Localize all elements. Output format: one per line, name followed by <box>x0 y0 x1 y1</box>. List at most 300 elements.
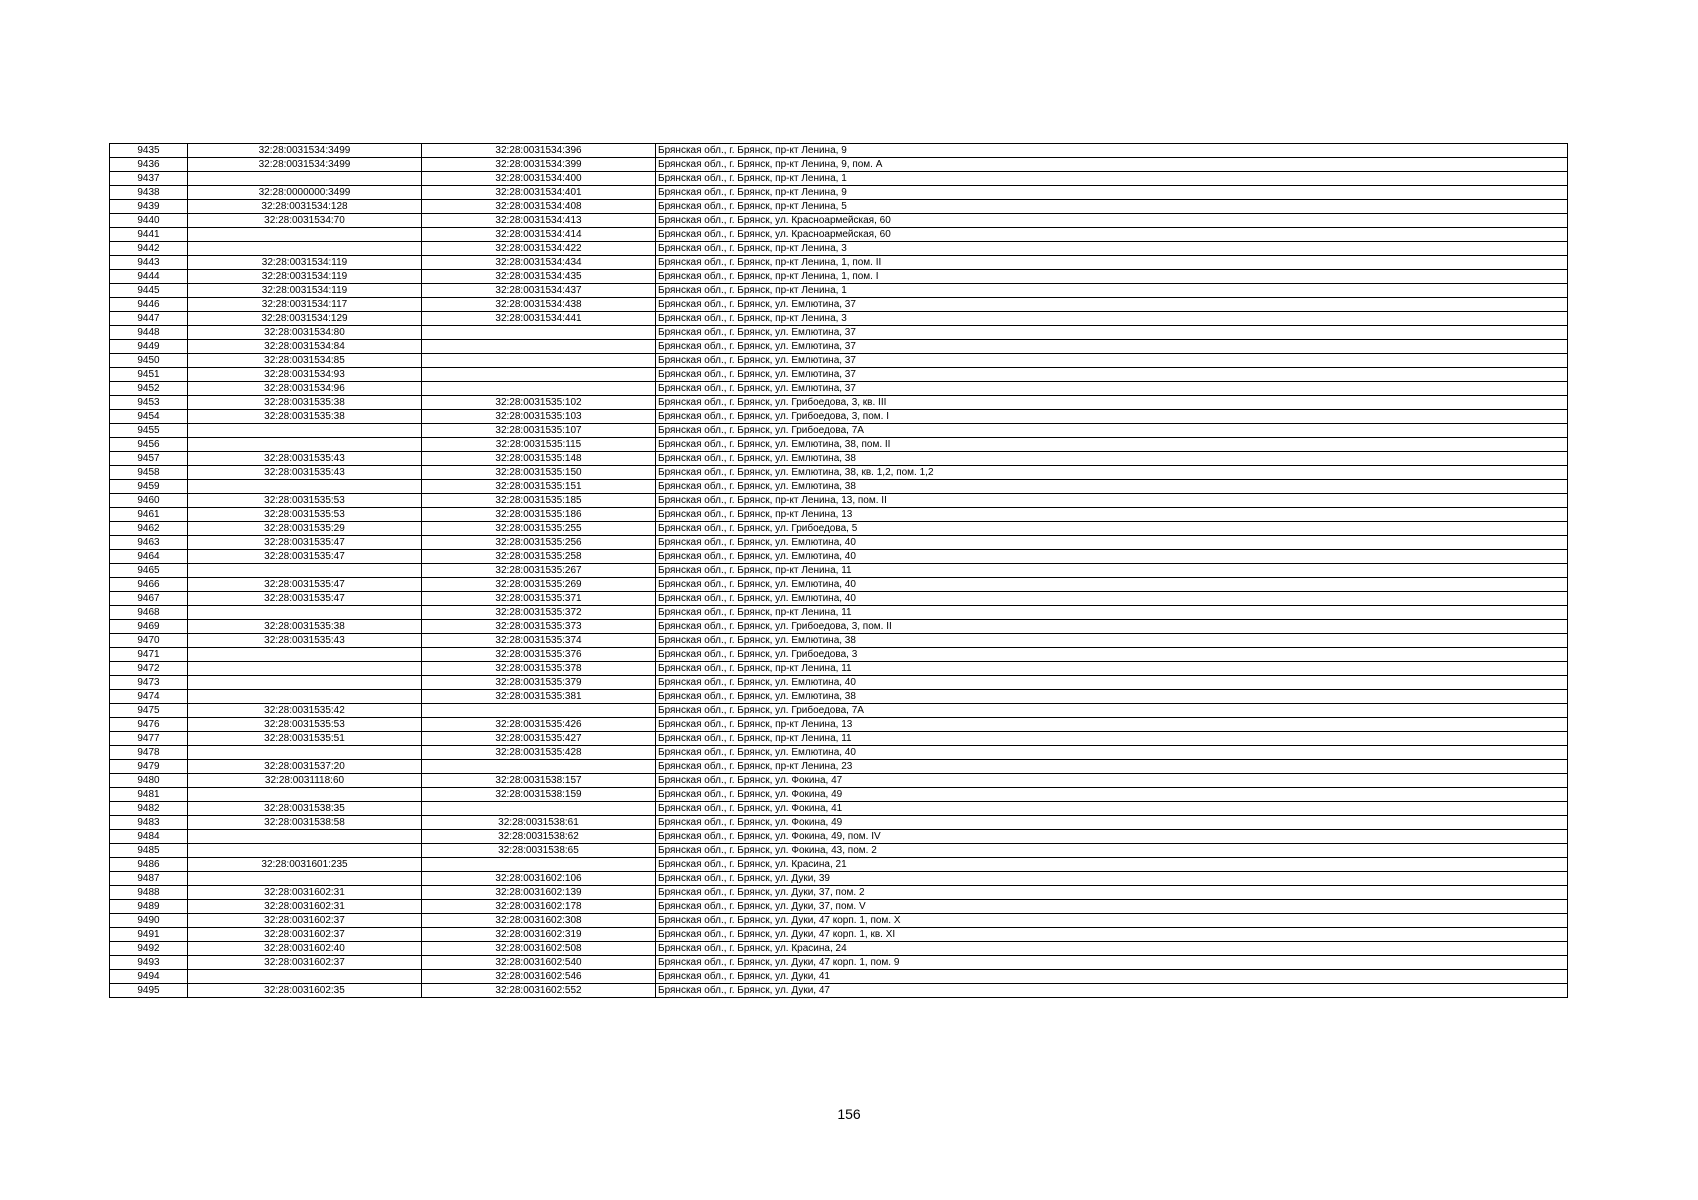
address-cell: Брянская обл., г. Брянск, пр-кт Ленина, 13, пом. II <box>656 494 1568 508</box>
table-row <box>110 298 1568 312</box>
cadastral-number-cell: 32:28:0031538:159 <box>422 788 656 802</box>
parent-cadastral-number-cell: 32:28:0031602:37 <box>188 956 422 970</box>
row-number-cell: 9443 <box>110 256 188 270</box>
table-row <box>110 424 1568 438</box>
table-row <box>110 494 1568 508</box>
parent-cadastral-number-cell: 32:28:0031535:43 <box>188 466 422 480</box>
address-cell: Брянская обл., г. Брянск, пр-кт Ленина, 9 <box>656 144 1568 158</box>
address-cell: Брянская обл., г. Брянск, пр-кт Ленина, 3 <box>656 312 1568 326</box>
cadastral-number-cell: 32:28:0031535:381 <box>422 690 656 704</box>
parent-cadastral-number-cell: 32:28:0031535:51 <box>188 732 422 746</box>
page-number: 156 <box>837 1106 861 1122</box>
address-cell: Брянская обл., г. Брянск, ул. Емлютина, 37 <box>656 298 1568 312</box>
parent-cadastral-number-cell <box>188 480 422 494</box>
address-cell: Брянская обл., г. Брянск, ул. Емлютина, 38, кв. 1,2, пом. 1,2 <box>656 466 1568 480</box>
address-cell: Брянская обл., г. Брянск, ул. Емлютина, 40 <box>656 592 1568 606</box>
row-number-cell: 9481 <box>110 788 188 802</box>
cadastral-number-cell <box>422 760 656 774</box>
table-row <box>110 158 1568 172</box>
address-cell: Брянская обл., г. Брянск, ул. Емлютина, 37 <box>656 368 1568 382</box>
cadastral-number-cell: 32:28:0031602:139 <box>422 886 656 900</box>
cadastral-number-cell: 32:28:0031535:373 <box>422 620 656 634</box>
row-number-cell: 9467 <box>110 592 188 606</box>
cadastral-number-cell: 32:28:0031535:102 <box>422 396 656 410</box>
address-cell: Брянская обл., г. Брянск, ул. Дуки, 37, пом. V <box>656 900 1568 914</box>
table-row <box>110 802 1568 816</box>
table-row <box>110 774 1568 788</box>
row-number-cell: 9462 <box>110 522 188 536</box>
parent-cadastral-number-cell: 32:28:0031535:43 <box>188 634 422 648</box>
cadastral-number-cell: 32:28:0031538:157 <box>422 774 656 788</box>
parent-cadastral-number-cell <box>188 676 422 690</box>
row-number-cell: 9469 <box>110 620 188 634</box>
table-row <box>110 228 1568 242</box>
row-number-cell: 9471 <box>110 648 188 662</box>
table-row <box>110 914 1568 928</box>
address-cell: Брянская обл., г. Брянск, ул. Дуки, 39 <box>656 872 1568 886</box>
registry-table-body <box>110 144 1568 998</box>
address-cell: Брянская обл., г. Брянск, пр-кт Ленина, 11 <box>656 732 1568 746</box>
parent-cadastral-number-cell <box>188 438 422 452</box>
cadastral-number-cell <box>422 704 656 718</box>
table-row <box>110 704 1568 718</box>
cadastral-number-cell: 32:28:0031535:269 <box>422 578 656 592</box>
cadastral-number-cell <box>422 326 656 340</box>
row-number-cell: 9473 <box>110 676 188 690</box>
row-number-cell: 9492 <box>110 942 188 956</box>
parent-cadastral-number-cell: 32:28:0031535:47 <box>188 536 422 550</box>
parent-cadastral-number-cell: 32:28:0031535:53 <box>188 494 422 508</box>
cadastral-number-cell: 32:28:0031534:422 <box>422 242 656 256</box>
table-row <box>110 508 1568 522</box>
parent-cadastral-number-cell: 32:28:0031602:37 <box>188 928 422 942</box>
row-number-cell: 9485 <box>110 844 188 858</box>
address-cell: Брянская обл., г. Брянск, ул. Дуки, 47 корп. 1, пом. X <box>656 914 1568 928</box>
row-number-cell: 9479 <box>110 760 188 774</box>
address-cell: Брянская обл., г. Брянск, ул. Фокина, 49, пом. IV <box>656 830 1568 844</box>
table-row <box>110 606 1568 620</box>
parent-cadastral-number-cell: 32:28:0031534:84 <box>188 340 422 354</box>
address-cell: Брянская обл., г. Брянск, ул. Красноармейская, 60 <box>656 228 1568 242</box>
address-cell: Брянская обл., г. Брянск, ул. Фокина, 43, пом. 2 <box>656 844 1568 858</box>
address-cell: Брянская обл., г. Брянск, ул. Емлютина, 37 <box>656 340 1568 354</box>
parent-cadastral-number-cell <box>188 228 422 242</box>
cadastral-number-cell: 32:28:0031534:434 <box>422 256 656 270</box>
cadastral-number-cell: 32:28:0031535:374 <box>422 634 656 648</box>
parent-cadastral-number-cell: 32:28:0031534:93 <box>188 368 422 382</box>
row-number-cell: 9451 <box>110 368 188 382</box>
row-number-cell: 9476 <box>110 718 188 732</box>
parent-cadastral-number-cell: 32:28:0031535:29 <box>188 522 422 536</box>
parent-cadastral-number-cell: 32:28:0031534:119 <box>188 270 422 284</box>
table-row <box>110 788 1568 802</box>
address-cell: Брянская обл., г. Брянск, ул. Красноармейская, 60 <box>656 214 1568 228</box>
parent-cadastral-number-cell: 32:28:0031534:70 <box>188 214 422 228</box>
address-cell: Брянская обл., г. Брянск, пр-кт Ленина, 23 <box>656 760 1568 774</box>
table-row <box>110 900 1568 914</box>
row-number-cell: 9491 <box>110 928 188 942</box>
row-number-cell: 9487 <box>110 872 188 886</box>
parent-cadastral-number-cell: 32:28:0031535:43 <box>188 452 422 466</box>
row-number-cell: 9490 <box>110 914 188 928</box>
cadastral-number-cell: 32:28:0031535:372 <box>422 606 656 620</box>
parent-cadastral-number-cell: 32:28:0031534:3499 <box>188 144 422 158</box>
table-row <box>110 942 1568 956</box>
address-cell: Брянская обл., г. Брянск, ул. Дуки, 47 корп. 1, кв. XI <box>656 928 1568 942</box>
table-row <box>110 536 1568 550</box>
address-cell: Брянская обл., г. Брянск, ул. Емлютина, 40 <box>656 578 1568 592</box>
table-row <box>110 676 1568 690</box>
cadastral-number-cell: 32:28:0031534:441 <box>422 312 656 326</box>
row-number-cell: 9437 <box>110 172 188 186</box>
cadastral-number-cell <box>422 802 656 816</box>
row-number-cell: 9450 <box>110 354 188 368</box>
parent-cadastral-number-cell <box>188 564 422 578</box>
address-cell: Брянская обл., г. Брянск, ул. Дуки, 37, пом. 2 <box>656 886 1568 900</box>
address-cell: Брянская обл., г. Брянск, ул. Емлютина, 38, пом. II <box>656 438 1568 452</box>
parent-cadastral-number-cell <box>188 844 422 858</box>
cadastral-number-cell: 32:28:0031602:508 <box>422 942 656 956</box>
table-row <box>110 844 1568 858</box>
row-number-cell: 9444 <box>110 270 188 284</box>
address-cell: Брянская обл., г. Брянск, ул. Дуки, 47 корп. 1, пом. 9 <box>656 956 1568 970</box>
table-row <box>110 396 1568 410</box>
cadastral-number-cell: 32:28:0031602:540 <box>422 956 656 970</box>
address-cell: Брянская обл., г. Брянск, пр-кт Ленина, 9 <box>656 186 1568 200</box>
parent-cadastral-number-cell: 32:28:0031538:58 <box>188 816 422 830</box>
parent-cadastral-number-cell: 32:28:0031534:85 <box>188 354 422 368</box>
row-number-cell: 9459 <box>110 480 188 494</box>
row-number-cell: 9446 <box>110 298 188 312</box>
parent-cadastral-number-cell: 32:28:0031535:53 <box>188 718 422 732</box>
parent-cadastral-number-cell: 32:28:0031535:42 <box>188 704 422 718</box>
row-number-cell: 9456 <box>110 438 188 452</box>
parent-cadastral-number-cell: 32:28:0031535:38 <box>188 620 422 634</box>
cadastral-number-cell: 32:28:0031602:319 <box>422 928 656 942</box>
row-number-cell: 9445 <box>110 284 188 298</box>
table-row <box>110 270 1568 284</box>
address-cell: Брянская обл., г. Брянск, ул. Емлютина, 38 <box>656 452 1568 466</box>
cadastral-number-cell: 32:28:0031538:61 <box>422 816 656 830</box>
table-row <box>110 368 1568 382</box>
parent-cadastral-number-cell: 32:28:0031535:47 <box>188 578 422 592</box>
table-row <box>110 256 1568 270</box>
parent-cadastral-number-cell: 32:28:0031534:96 <box>188 382 422 396</box>
table-row <box>110 970 1568 984</box>
parent-cadastral-number-cell: 32:28:0031535:38 <box>188 410 422 424</box>
cadastral-number-cell: 32:28:0031535:258 <box>422 550 656 564</box>
row-number-cell: 9486 <box>110 858 188 872</box>
parent-cadastral-number-cell <box>188 830 422 844</box>
cadastral-number-cell <box>422 858 656 872</box>
address-cell: Брянская обл., г. Брянск, ул. Фокина, 49 <box>656 816 1568 830</box>
registry-table <box>109 143 1568 998</box>
row-number-cell: 9488 <box>110 886 188 900</box>
cadastral-number-cell: 32:28:0031535:103 <box>422 410 656 424</box>
table-row <box>110 354 1568 368</box>
table-row <box>110 830 1568 844</box>
address-cell: Брянская обл., г. Брянск, ул. Грибоедова, 7А <box>656 704 1568 718</box>
table-row <box>110 172 1568 186</box>
row-number-cell: 9460 <box>110 494 188 508</box>
address-cell: Брянская обл., г. Брянск, пр-кт Ленина, 13 <box>656 718 1568 732</box>
address-cell: Брянская обл., г. Брянск, ул. Грибоедова, 3 <box>656 648 1568 662</box>
cadastral-number-cell: 32:28:0031535:148 <box>422 452 656 466</box>
table-row <box>110 886 1568 900</box>
row-number-cell: 9482 <box>110 802 188 816</box>
parent-cadastral-number-cell: 32:28:0031534:117 <box>188 298 422 312</box>
row-number-cell: 9478 <box>110 746 188 760</box>
address-cell: Брянская обл., г. Брянск, пр-кт Ленина, 1, пом. I <box>656 270 1568 284</box>
row-number-cell: 9483 <box>110 816 188 830</box>
row-number-cell: 9494 <box>110 970 188 984</box>
row-number-cell: 9436 <box>110 158 188 172</box>
parent-cadastral-number-cell <box>188 788 422 802</box>
cadastral-number-cell: 32:28:0031534:435 <box>422 270 656 284</box>
row-number-cell: 9440 <box>110 214 188 228</box>
cadastral-number-cell: 32:28:0031535:428 <box>422 746 656 760</box>
cadastral-number-cell: 32:28:0031535:255 <box>422 522 656 536</box>
address-cell: Брянская обл., г. Брянск, ул. Фокина, 47 <box>656 774 1568 788</box>
table-row <box>110 816 1568 830</box>
table-row <box>110 186 1568 200</box>
row-number-cell: 9472 <box>110 662 188 676</box>
parent-cadastral-number-cell: 32:28:0031602:35 <box>188 984 422 998</box>
parent-cadastral-number-cell <box>188 172 422 186</box>
parent-cadastral-number-cell <box>188 242 422 256</box>
row-number-cell: 9448 <box>110 326 188 340</box>
parent-cadastral-number-cell: 32:28:0031534:80 <box>188 326 422 340</box>
cadastral-number-cell: 32:28:0031535:378 <box>422 662 656 676</box>
table-row <box>110 452 1568 466</box>
cadastral-number-cell: 32:28:0031534:408 <box>422 200 656 214</box>
cadastral-number-cell: 32:28:0031534:413 <box>422 214 656 228</box>
row-number-cell: 9464 <box>110 550 188 564</box>
table-row <box>110 326 1568 340</box>
table-row <box>110 382 1568 396</box>
parent-cadastral-number-cell: 32:28:0031535:38 <box>188 396 422 410</box>
table-row <box>110 200 1568 214</box>
row-number-cell: 9435 <box>110 144 188 158</box>
row-number-cell: 9475 <box>110 704 188 718</box>
row-number-cell: 9452 <box>110 382 188 396</box>
cadastral-number-cell <box>422 368 656 382</box>
cadastral-number-cell <box>422 354 656 368</box>
row-number-cell: 9465 <box>110 564 188 578</box>
table-row <box>110 928 1568 942</box>
row-number-cell: 9453 <box>110 396 188 410</box>
parent-cadastral-number-cell <box>188 648 422 662</box>
cadastral-number-cell: 32:28:0031535:185 <box>422 494 656 508</box>
row-number-cell: 9439 <box>110 200 188 214</box>
cadastral-number-cell: 32:28:0031534:396 <box>422 144 656 158</box>
table-row <box>110 746 1568 760</box>
address-cell: Брянская обл., г. Брянск, ул. Емлютина, 40 <box>656 746 1568 760</box>
row-number-cell: 9457 <box>110 452 188 466</box>
parent-cadastral-number-cell <box>188 970 422 984</box>
table-row <box>110 466 1568 480</box>
address-cell: Брянская обл., г. Брянск, ул. Грибоедова, 3, пом. II <box>656 620 1568 634</box>
address-cell: Брянская обл., г. Брянск, ул. Дуки, 47 <box>656 984 1568 998</box>
table-row <box>110 732 1568 746</box>
cadastral-number-cell: 32:28:0031535:256 <box>422 536 656 550</box>
cadastral-number-cell: 32:28:0031535:150 <box>422 466 656 480</box>
address-cell: Брянская обл., г. Брянск, пр-кт Ленина, 11 <box>656 564 1568 578</box>
parent-cadastral-number-cell: 32:28:0031534:119 <box>188 284 422 298</box>
row-number-cell: 9466 <box>110 578 188 592</box>
address-cell: Брянская обл., г. Брянск, пр-кт Ленина, 13 <box>656 508 1568 522</box>
table-row <box>110 480 1568 494</box>
table-row <box>110 410 1568 424</box>
address-cell: Брянская обл., г. Брянск, ул. Красина, 24 <box>656 942 1568 956</box>
cadastral-number-cell <box>422 382 656 396</box>
table-row <box>110 592 1568 606</box>
parent-cadastral-number-cell: 32:28:0031534:119 <box>188 256 422 270</box>
row-number-cell: 9463 <box>110 536 188 550</box>
cadastral-number-cell: 32:28:0031602:106 <box>422 872 656 886</box>
address-cell: Брянская обл., г. Брянск, ул. Красина, 21 <box>656 858 1568 872</box>
table-row <box>110 984 1568 998</box>
table-row <box>110 718 1568 732</box>
table-row <box>110 284 1568 298</box>
cadastral-number-cell: 32:28:0031602:552 <box>422 984 656 998</box>
address-cell: Брянская обл., г. Брянск, ул. Грибоедова, 7А <box>656 424 1568 438</box>
parent-cadastral-number-cell: 32:28:0031535:53 <box>188 508 422 522</box>
table-row <box>110 760 1568 774</box>
address-cell: Брянская обл., г. Брянск, ул. Емлютина, 40 <box>656 676 1568 690</box>
cadastral-number-cell: 32:28:0031538:65 <box>422 844 656 858</box>
parent-cadastral-number-cell <box>188 746 422 760</box>
row-number-cell: 9474 <box>110 690 188 704</box>
parent-cadastral-number-cell <box>188 690 422 704</box>
cadastral-number-cell: 32:28:0031535:267 <box>422 564 656 578</box>
cadastral-number-cell: 32:28:0031535:379 <box>422 676 656 690</box>
parent-cadastral-number-cell <box>188 662 422 676</box>
address-cell: Брянская обл., г. Брянск, ул. Емлютина, 37 <box>656 354 1568 368</box>
address-cell: Брянская обл., г. Брянск, ул. Емлютина, 40 <box>656 550 1568 564</box>
row-number-cell: 9477 <box>110 732 188 746</box>
table-row <box>110 620 1568 634</box>
parent-cadastral-number-cell <box>188 606 422 620</box>
parent-cadastral-number-cell: 32:28:0031538:35 <box>188 802 422 816</box>
address-cell: Брянская обл., г. Брянск, ул. Фокина, 41 <box>656 802 1568 816</box>
table-row <box>110 438 1568 452</box>
parent-cadastral-number-cell: 32:28:0031602:31 <box>188 900 422 914</box>
row-number-cell: 9461 <box>110 508 188 522</box>
row-number-cell: 9438 <box>110 186 188 200</box>
address-cell: Брянская обл., г. Брянск, ул. Емлютина, 38 <box>656 634 1568 648</box>
address-cell: Брянская обл., г. Брянск, ул. Грибоедова, 3, кв. III <box>656 396 1568 410</box>
row-number-cell: 9454 <box>110 410 188 424</box>
table-row <box>110 634 1568 648</box>
cadastral-number-cell: 32:28:0031535:371 <box>422 592 656 606</box>
table-row <box>110 522 1568 536</box>
cadastral-number-cell: 32:28:0031534:401 <box>422 186 656 200</box>
parent-cadastral-number-cell: 32:28:0031537:20 <box>188 760 422 774</box>
parent-cadastral-number-cell: 32:28:0031534:128 <box>188 200 422 214</box>
address-cell: Брянская обл., г. Брянск, пр-кт Ленина, 1, пом. II <box>656 256 1568 270</box>
row-number-cell: 9495 <box>110 984 188 998</box>
row-number-cell: 9441 <box>110 228 188 242</box>
cadastral-number-cell: 32:28:0031534:414 <box>422 228 656 242</box>
table-row <box>110 690 1568 704</box>
parent-cadastral-number-cell: 32:28:0031535:47 <box>188 550 422 564</box>
cadastral-number-cell: 32:28:0031602:308 <box>422 914 656 928</box>
address-cell: Брянская обл., г. Брянск, ул. Емлютина, 40 <box>656 536 1568 550</box>
row-number-cell: 9442 <box>110 242 188 256</box>
table-row <box>110 564 1568 578</box>
table-row <box>110 872 1568 886</box>
row-number-cell: 9447 <box>110 312 188 326</box>
cadastral-number-cell: 32:28:0031602:546 <box>422 970 656 984</box>
table-row <box>110 662 1568 676</box>
cadastral-number-cell: 32:28:0031534:437 <box>422 284 656 298</box>
cadastral-number-cell: 32:28:0031535:376 <box>422 648 656 662</box>
address-cell: Брянская обл., г. Брянск, ул. Фокина, 49 <box>656 788 1568 802</box>
parent-cadastral-number-cell: 32:28:0031602:31 <box>188 886 422 900</box>
parent-cadastral-number-cell: 32:28:0031534:129 <box>188 312 422 326</box>
table-row <box>110 858 1568 872</box>
address-cell: Брянская обл., г. Брянск, ул. Грибоедова, 3, пом. I <box>656 410 1568 424</box>
row-number-cell: 9484 <box>110 830 188 844</box>
parent-cadastral-number-cell: 32:28:0031534:3499 <box>188 158 422 172</box>
parent-cadastral-number-cell: 32:28:0031602:40 <box>188 942 422 956</box>
address-cell: Брянская обл., г. Брянск, ул. Грибоедова, 5 <box>656 522 1568 536</box>
cadastral-number-cell: 32:28:0031535:151 <box>422 480 656 494</box>
cadastral-number-cell: 32:28:0031535:427 <box>422 732 656 746</box>
address-cell: Брянская обл., г. Брянск, пр-кт Ленина, 11 <box>656 662 1568 676</box>
address-cell: Брянская обл., г. Брянск, ул. Емлютина, 38 <box>656 690 1568 704</box>
table-row <box>110 214 1568 228</box>
address-cell: Брянская обл., г. Брянск, ул. Дуки, 41 <box>656 970 1568 984</box>
cadastral-number-cell: 32:28:0031535:107 <box>422 424 656 438</box>
address-cell: Брянская обл., г. Брянск, пр-кт Ленина, 1 <box>656 284 1568 298</box>
table-row <box>110 312 1568 326</box>
row-number-cell: 9468 <box>110 606 188 620</box>
cadastral-number-cell: 32:28:0031534:399 <box>422 158 656 172</box>
cadastral-number-cell: 32:28:0031535:115 <box>422 438 656 452</box>
table-row <box>110 648 1568 662</box>
parent-cadastral-number-cell: 32:28:0031601:235 <box>188 858 422 872</box>
address-cell: Брянская обл., г. Брянск, пр-кт Ленина, 3 <box>656 242 1568 256</box>
parent-cadastral-number-cell: 32:28:0031118:60 <box>188 774 422 788</box>
parent-cadastral-number-cell: 32:28:0000000:3499 <box>188 186 422 200</box>
table-row <box>110 550 1568 564</box>
address-cell: Брянская обл., г. Брянск, пр-кт Ленина, 5 <box>656 200 1568 214</box>
address-cell: Брянская обл., г. Брянск, пр-кт Ленина, 11 <box>656 606 1568 620</box>
row-number-cell: 9449 <box>110 340 188 354</box>
row-number-cell: 9489 <box>110 900 188 914</box>
table-row <box>110 340 1568 354</box>
row-number-cell: 9493 <box>110 956 188 970</box>
cadastral-number-cell: 32:28:0031538:62 <box>422 830 656 844</box>
address-cell: Брянская обл., г. Брянск, ул. Емлютина, 38 <box>656 480 1568 494</box>
table-row <box>110 578 1568 592</box>
row-number-cell: 9480 <box>110 774 188 788</box>
table-row <box>110 242 1568 256</box>
address-cell: Брянская обл., г. Брянск, ул. Емлютина, 37 <box>656 382 1568 396</box>
cadastral-number-cell: 32:28:0031535:186 <box>422 508 656 522</box>
table-row <box>110 144 1568 158</box>
cadastral-number-cell: 32:28:0031534:400 <box>422 172 656 186</box>
parent-cadastral-number-cell <box>188 424 422 438</box>
cadastral-number-cell: 32:28:0031535:426 <box>422 718 656 732</box>
parent-cadastral-number-cell: 32:28:0031602:37 <box>188 914 422 928</box>
address-cell: Брянская обл., г. Брянск, пр-кт Ленина, 9, пом. А <box>656 158 1568 172</box>
parent-cadastral-number-cell: 32:28:0031535:47 <box>188 592 422 606</box>
address-cell: Брянская обл., г. Брянск, пр-кт Ленина, 1 <box>656 172 1568 186</box>
row-number-cell: 9458 <box>110 466 188 480</box>
